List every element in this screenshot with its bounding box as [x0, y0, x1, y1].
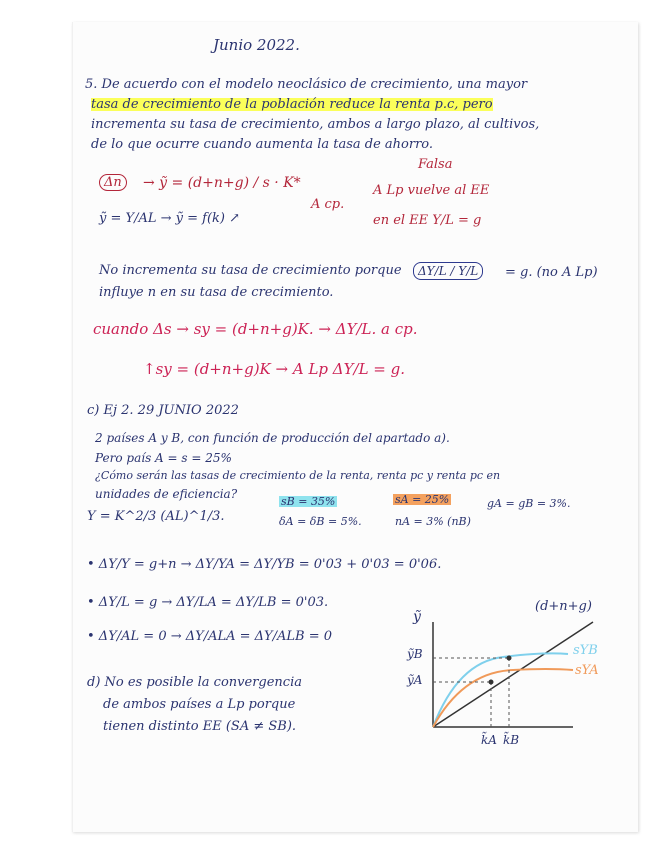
eq1-lp: A Lp vuelve al EE	[373, 183, 490, 198]
d-l2: de ambos países a Lp porque	[103, 697, 296, 712]
c-sa: sA = 25%	[395, 493, 450, 506]
graph-curve-b-label: sYB	[573, 643, 598, 658]
no-rhs: = g. (no A Lp)	[505, 265, 598, 280]
equilibrium-a	[489, 680, 494, 685]
c-n: nA = 3% (nB)	[395, 515, 471, 528]
graph-ya-label: ỹA	[407, 673, 423, 687]
eq1-ee: en el EE Y/L = g	[373, 213, 482, 228]
q5-line4: de lo que ocurre cuando aumenta la tasa de ahorro.	[91, 137, 434, 152]
c-g: gA = gB = 3%.	[487, 497, 571, 510]
c-row2: • ΔY/L = g → ΔY/LA = ΔY/LB = 0'03.	[87, 595, 329, 610]
ahorro-line1: cuando Δs → sy = (d+n+g)K. → ΔY/L. a cp.	[93, 320, 418, 338]
graph-line-label: (d+n+g)	[535, 599, 592, 614]
c-l2: Pero país A = s = 25%	[95, 451, 232, 465]
d-l1: d) No es posible la convergencia	[87, 675, 302, 690]
graph-curve-a-label: sYA	[575, 663, 599, 678]
depreciation-line	[433, 622, 593, 727]
eq1-y-def: ỹ = Y/AL → ỹ = f(k) ↗	[99, 211, 241, 226]
graph-yb-label: ỹB	[407, 647, 423, 661]
notebook-page	[72, 22, 638, 832]
c-l3: ¿Cómo serán las tasas de crecimiento de la renta, renta pc y renta pc en	[95, 469, 501, 482]
c-prod: Y = K^2/3 (AL)^1/3.	[87, 509, 225, 524]
no-line2: influye n en su tasa de crecimiento.	[99, 285, 334, 300]
curve-syb	[433, 653, 568, 727]
eq1-formula: → ỹ = (d+n+g) / s · K*	[143, 175, 301, 191]
q5-line3: incrementa su tasa de crecimiento, ambos a largo plazo, al cultivos,	[91, 117, 540, 132]
page-date: Junio 2022.	[213, 36, 300, 54]
q5-line2: tasa de crecimiento de la población reduce la renta p.c, pero	[91, 97, 493, 112]
ahorro-line2: ↑sy = (d+n+g)K → A Lp ΔY/L = g.	[143, 360, 406, 378]
c-sb: sB = 35%	[281, 495, 336, 508]
equilibrium-b	[507, 656, 512, 661]
c-title: c) Ej 2. 29 JUNIO 2022	[87, 403, 239, 418]
curve-sya	[433, 669, 573, 727]
c-sa-sb: δA = δB = 5%.	[279, 515, 362, 528]
q5-line1: 5. De acuerdo con el modelo neoclásico de crecimiento, una mayor	[85, 77, 528, 92]
graph-y-label: ỹ	[413, 609, 421, 625]
d-l3: tienen distinto EE (SA ≠ SB).	[103, 719, 297, 734]
delta-n-circle: Δn	[99, 174, 127, 191]
c-l1: 2 países A y B, con función de producción del apartado a).	[95, 431, 450, 445]
c-row1: • ΔY/Y = g+n → ΔY/YA = ΔY/YB = 0'03 + 0'03 = 0'06.	[87, 557, 442, 572]
graph-kb-label: k̃B	[503, 733, 520, 747]
c-row3: • ΔY/AL = 0 → ΔY/ALA = ΔY/ALB = 0	[87, 629, 333, 644]
growth-graph	[73, 22, 638, 832]
graph-ka-label: k̃A	[481, 733, 497, 747]
eq1-acp: A cp.	[311, 197, 345, 212]
no-line1: No incrementa su tasa de crecimiento porque	[99, 263, 402, 278]
no-frac: ΔY/L / Y/L	[413, 262, 483, 280]
q5-verdict: Falsa	[418, 157, 453, 172]
c-l4: unidades de eficiencia?	[95, 487, 238, 501]
